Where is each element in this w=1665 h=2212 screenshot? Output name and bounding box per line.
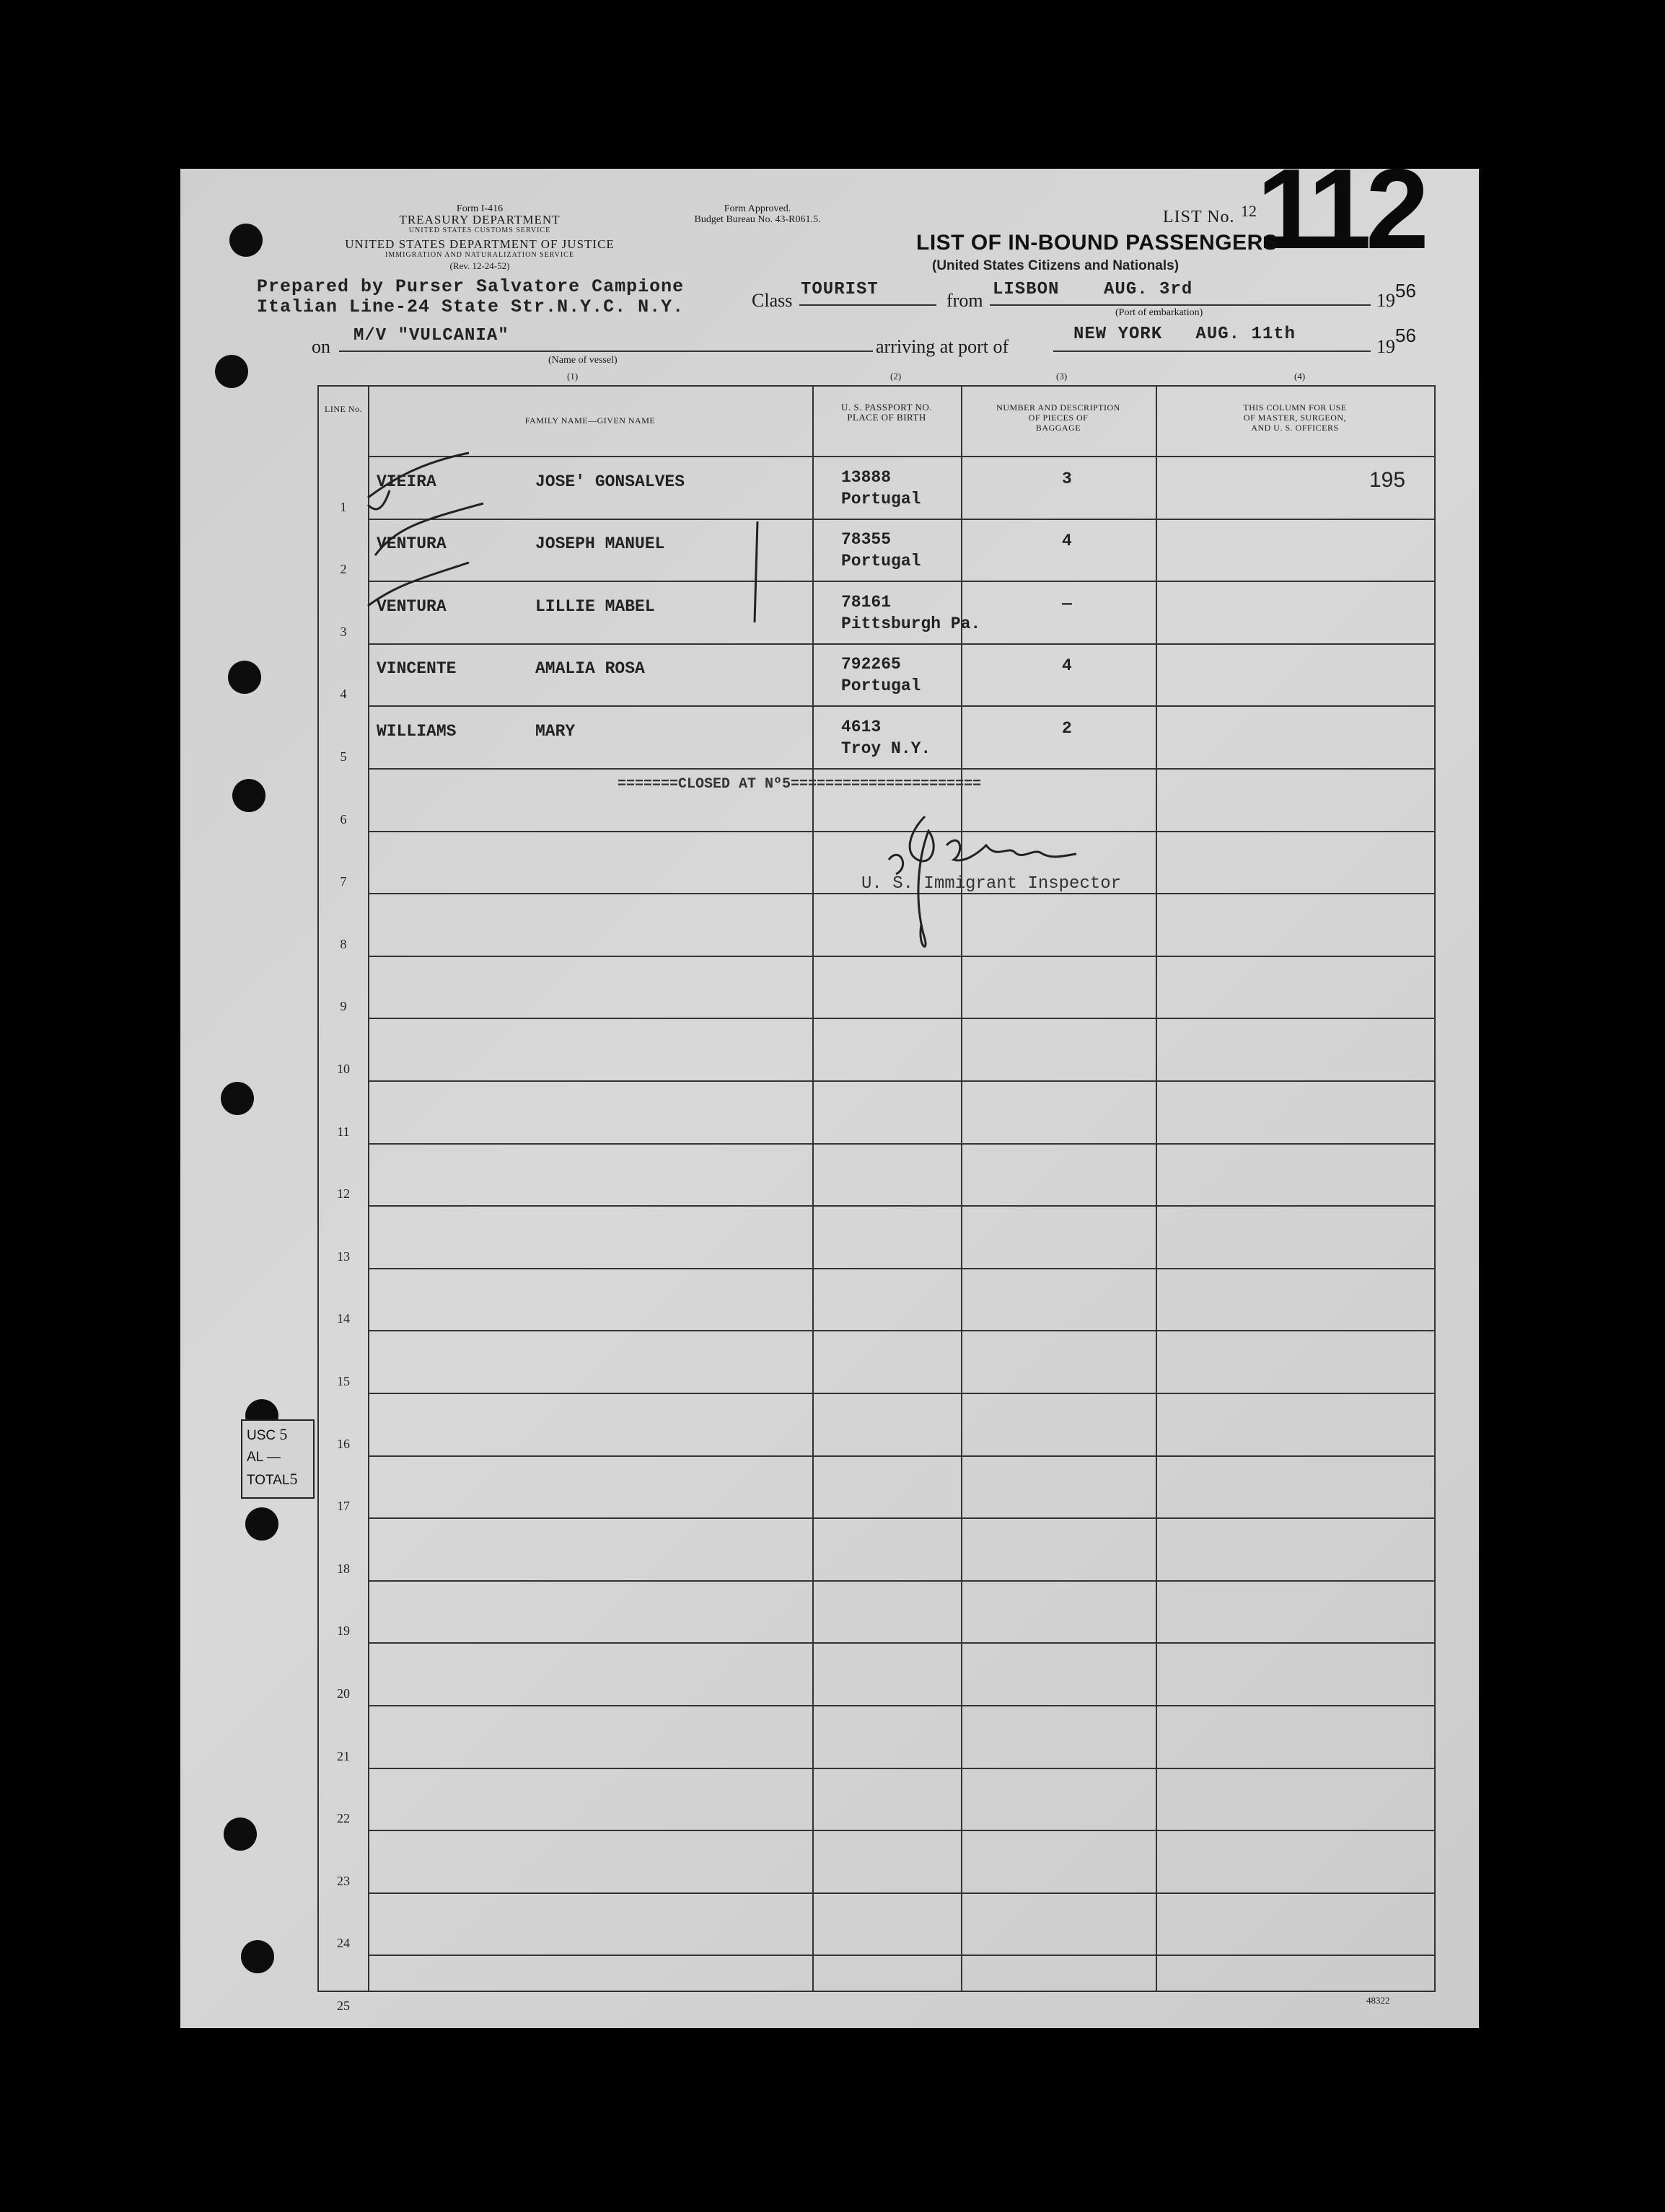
col1-number: (1) [567, 371, 579, 382]
header-baggage [961, 402, 1156, 433]
line-number: 21 [337, 1749, 350, 1763]
line-number: 1 [340, 500, 347, 514]
header-officers-b: OF MASTER, SURGEON, [1243, 413, 1347, 423]
list-no-label: LIST No. [1163, 208, 1235, 226]
form-number: Form I-416 [456, 203, 504, 214]
header-passport [812, 402, 961, 423]
place-of-birth: Portugal [841, 677, 921, 695]
punch-hole [232, 779, 265, 812]
row-rule [368, 1018, 1434, 1019]
row-rule [368, 1143, 1434, 1145]
passport-no: 13888 [841, 468, 892, 487]
usc-value: 5 [279, 1425, 288, 1443]
line-number: 2 [340, 562, 347, 576]
header-baggage-a: NUMBER AND DESCRIPTION [996, 402, 1120, 413]
row-rule [368, 1205, 1434, 1207]
year-prefix-2: 19 [1376, 336, 1395, 357]
header-officers-a: THIS COLUMN FOR USE [1243, 402, 1347, 413]
line-number: 18 [337, 1561, 350, 1576]
total-label: TOTAL [247, 1473, 290, 1488]
baggage-count: 2 [1062, 719, 1072, 738]
line-number: 8 [340, 937, 347, 951]
dept-justice-sub: IMMIGRATION AND NATURALIZATION SERVICE [385, 251, 574, 259]
line-number: 12 [337, 1186, 350, 1201]
officer-note: 195 [1369, 468, 1406, 492]
header-officers-c: AND U. S. OFFICERS [1251, 423, 1339, 433]
year-1: 56 [1395, 280, 1416, 301]
baggage-count: 4 [1062, 532, 1072, 550]
approval-text: Form Approved. [724, 203, 791, 214]
row-rule [368, 581, 1434, 582]
baggage-count: 4 [1062, 656, 1072, 675]
dept-treasury-sub: UNITED STATES CUSTOMS SERVICE [408, 226, 551, 234]
dept-justice: UNITED STATES DEPARTMENT OF JUSTICE [345, 237, 615, 251]
row-rule [368, 1080, 1434, 1082]
given-name: LILLIE MABEL [535, 597, 655, 616]
arrival-value: NEW YORK AUG. 11th [1073, 325, 1296, 344]
header-name: FAMILY NAME—GIVEN NAME [524, 415, 656, 426]
passport-no: 792265 [841, 655, 901, 674]
line-number: 17 [337, 1499, 350, 1513]
passport-no: 78161 [841, 593, 892, 612]
col2-number: (2) [890, 371, 902, 382]
punch-hole [228, 661, 261, 694]
place-of-birth: Portugal [841, 490, 921, 508]
passport-no: 78355 [841, 530, 892, 549]
from-label: from [946, 290, 983, 311]
row-rule [368, 643, 1434, 645]
line-number: 15 [337, 1374, 350, 1388]
line-number: 24 [337, 1936, 350, 1950]
header-baggage-c: BAGGAGE [1035, 423, 1081, 433]
revision: (Rev. 12-24-52) [449, 260, 510, 271]
form-code: 48322 [1366, 1995, 1390, 2006]
place-of-birth: Troy N.Y. [841, 739, 931, 758]
row-rule [368, 1768, 1434, 1769]
page-subtitle: (United States Citizens and Nationals) [932, 258, 1179, 273]
page-title: LIST OF IN-BOUND PASSENGERS [916, 231, 1278, 255]
form-approval [649, 203, 866, 225]
punch-hole [221, 1082, 254, 1115]
line-number: 6 [340, 812, 347, 827]
line-number: 22 [337, 1811, 350, 1825]
given-name: MARY [535, 722, 576, 741]
row-rule [368, 1955, 1434, 1956]
inspector-label: U. S. Immigrant Inspector [861, 874, 1122, 894]
embark-caption: (Port of embarkation) [1115, 307, 1203, 318]
vessel-name: M/V "VULCANIA" [353, 326, 509, 345]
line-number: 19 [337, 1623, 350, 1638]
arriving-label: arriving at port of [876, 336, 1009, 357]
row-rule [368, 705, 1434, 707]
header-baggage-b: OF PIECES OF [1028, 413, 1089, 423]
line-number: 23 [337, 1874, 350, 1888]
header-passport-b: PLACE OF BIRTH [847, 412, 926, 423]
punch-hole [215, 355, 248, 388]
dept-treasury: TREASURY DEPARTMENT [399, 213, 561, 226]
given-name: AMALIA ROSA [535, 659, 645, 678]
line-number: 10 [337, 1062, 350, 1076]
al-value: — [266, 1450, 281, 1465]
usc-label: USC [247, 1428, 276, 1443]
list-no-small: 12 [1241, 202, 1257, 220]
line-number: 3 [340, 625, 347, 639]
line-number: 9 [340, 999, 347, 1013]
line-number: 5 [340, 749, 347, 764]
row-rule [368, 1455, 1434, 1457]
col4-number: (4) [1294, 371, 1306, 382]
punch-hole [224, 1817, 257, 1851]
col3-number: (3) [1056, 371, 1068, 382]
row-rule [368, 1580, 1434, 1582]
row-rule [368, 1517, 1434, 1519]
header-passport-a: U. S. PASSPORT NO. [841, 402, 932, 413]
family-name: VENTURA [377, 534, 447, 553]
on-label: on [312, 336, 330, 357]
check-marks [353, 447, 512, 613]
row-rule [368, 768, 1434, 770]
baggage-count: — [1062, 594, 1072, 613]
header-line-no: LINE No. [325, 404, 362, 414]
given-name: JOSEPH MANUEL [535, 534, 665, 553]
total-value: 5 [289, 1470, 298, 1488]
closed-at-text: =======CLOSED AT Nº5====================== [618, 776, 982, 793]
row-rule [368, 1268, 1434, 1269]
row-rule [368, 1830, 1434, 1831]
line-number: 4 [340, 687, 347, 701]
row-rule [368, 1330, 1434, 1331]
line-number: 14 [337, 1311, 350, 1326]
family-name: WILLIAMS [377, 722, 457, 741]
line-number: 16 [337, 1437, 350, 1451]
from-value: LISBON AUG. 3rd [993, 280, 1193, 299]
vessel-caption: (Name of vessel) [548, 355, 618, 366]
line-number: 20 [337, 1686, 350, 1701]
baggage-count: 3 [1062, 470, 1072, 488]
line-number: 11 [337, 1124, 350, 1139]
header-officers [1156, 402, 1434, 433]
line-number: 7 [340, 874, 347, 889]
line-number: 13 [337, 1249, 350, 1264]
list-no-big: 112 [1257, 146, 1423, 273]
punch-hole [241, 1940, 274, 1973]
class-label: Class [752, 290, 793, 311]
family-name: VIEIRA [377, 472, 436, 491]
class-value: TOURIST [801, 280, 879, 299]
row-rule [368, 1892, 1434, 1894]
row-rule [368, 1642, 1434, 1644]
row-rule [368, 1393, 1434, 1394]
al-label: AL [247, 1450, 263, 1465]
row-rule [368, 1705, 1434, 1706]
count-stamp [241, 1419, 315, 1499]
year-prefix-1: 19 [1376, 290, 1395, 311]
punch-hole [245, 1507, 278, 1541]
family-name: VENTURA [377, 597, 447, 616]
passport-no: 4613 [841, 718, 882, 736]
family-name: VINCENTE [377, 659, 457, 678]
row-rule [368, 519, 1434, 520]
prepared-by-line2: Italian Line-24 State Str.N.Y.C. N.Y. [257, 296, 685, 317]
budget-bureau: Budget Bureau No. 43-R061.5. [694, 214, 821, 225]
form-header-left [310, 203, 649, 271]
given-name: JOSE' GONSALVES [535, 472, 685, 491]
place-of-birth: Pittsburgh Pa. [841, 614, 981, 633]
year-2: 56 [1395, 325, 1416, 346]
place-of-birth: Portugal [841, 552, 921, 570]
inspector-signature [838, 802, 1084, 968]
prepared-by-line1: Prepared by Purser Salvatore Campione [257, 276, 685, 297]
margin-mark [750, 518, 765, 626]
punch-hole [229, 224, 263, 257]
prepared-by [257, 277, 684, 317]
line-number: 25 [337, 1999, 350, 2013]
